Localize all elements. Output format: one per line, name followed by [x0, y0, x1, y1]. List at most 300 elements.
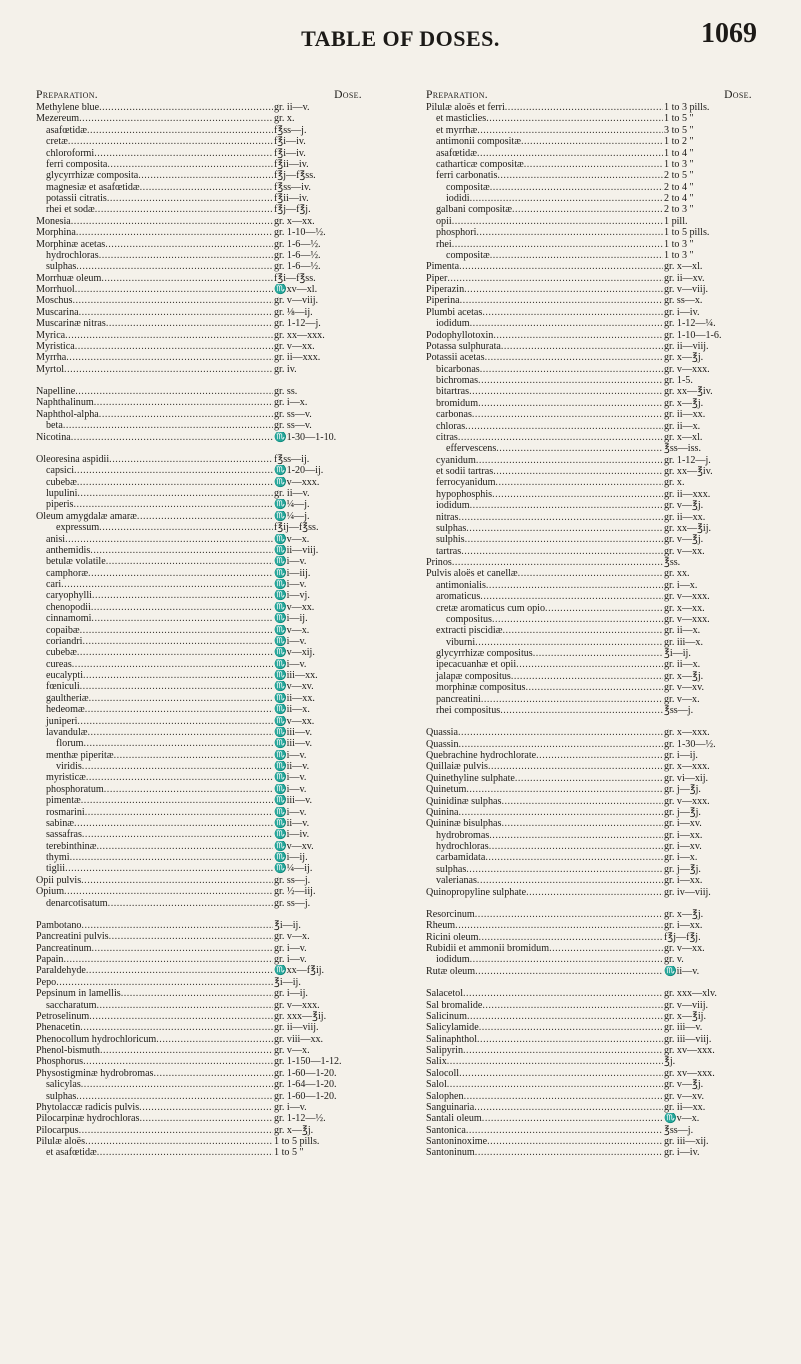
dot-leader	[96, 1000, 273, 1011]
dose-value: gr. v—xxx.	[664, 591, 710, 603]
dose-value: gr. i—x.	[664, 579, 698, 591]
preparation-name: Piper	[426, 272, 448, 284]
dose-row	[426, 170, 756, 181]
preparation-name: thymi	[46, 852, 70, 863]
dose-value: ♏ii—viij.	[274, 544, 319, 556]
dot-leader	[545, 603, 663, 614]
dot-leader	[478, 398, 663, 409]
dot-leader	[82, 829, 273, 840]
dot-leader	[106, 318, 273, 329]
dose-row	[36, 761, 366, 772]
dot-leader	[80, 625, 273, 636]
preparation-name: Salicylamide	[426, 1022, 479, 1034]
preparation-name: Mezereum	[36, 113, 80, 125]
dot-leader	[461, 546, 663, 557]
dot-leader	[459, 261, 663, 272]
dose-row	[426, 352, 756, 363]
dot-leader	[447, 1079, 663, 1090]
preparation-name: tiglii	[46, 863, 66, 875]
dose-value: ♏1-20—ij.	[274, 465, 324, 477]
dose-value: gr. v—viij.	[664, 284, 709, 295]
preparation-name: anthemidis	[46, 544, 91, 556]
dose-row	[426, 159, 756, 170]
dot-leader	[477, 1034, 663, 1045]
dose-value: gr. ii—xv.	[664, 272, 705, 284]
dot-leader	[107, 159, 273, 170]
dose-row	[426, 614, 756, 625]
dot-leader	[66, 352, 273, 363]
dose-value: gr. ii—xxx.	[664, 488, 711, 500]
dose-row	[36, 841, 366, 852]
dot-leader	[482, 1113, 663, 1124]
preparation-name: chloras	[436, 420, 466, 432]
dose-row	[36, 647, 366, 658]
dose-row	[36, 920, 366, 931]
dot-leader	[91, 602, 273, 613]
dot-leader	[467, 1011, 663, 1022]
dose-value: gr. 1-6—½.	[274, 261, 321, 273]
dot-leader	[480, 364, 663, 375]
preparation-name: Moschus	[36, 295, 73, 307]
dot-leader	[459, 1068, 663, 1079]
dose-row	[36, 1056, 366, 1067]
preparation-name: carbonas	[436, 409, 472, 421]
dose-row	[426, 591, 756, 602]
preparation-name: et sodii tartras	[436, 466, 494, 477]
dose-value: ♏v—x.	[664, 1113, 700, 1125]
dose-row	[36, 420, 366, 431]
preparation-name: fœniculi	[46, 681, 80, 693]
preparation-name: Quininæ bisulphas	[426, 818, 502, 830]
dot-leader	[77, 477, 273, 488]
preparation-name: Quebrachine hydrochlorate	[426, 750, 537, 761]
dose-value: gr. x—xxx.	[664, 761, 710, 773]
dose-heading: Dose.	[334, 88, 362, 101]
preparation-name: phosphori	[436, 227, 477, 239]
dose-row	[426, 261, 756, 272]
dose-row	[426, 1102, 756, 1113]
dose-row	[426, 659, 756, 670]
dose-row	[426, 216, 756, 227]
dose-value: gr. x—℥j.	[664, 352, 704, 364]
dot-leader	[536, 750, 663, 761]
dot-leader	[83, 1056, 273, 1067]
dose-value: gr. i—xv.	[664, 841, 702, 852]
preparation-name: denarcotisatum	[46, 897, 108, 909]
group-spacer	[426, 898, 756, 909]
dose-row	[426, 443, 756, 454]
dot-leader	[464, 1091, 663, 1102]
preparation-name: terebinthinæ	[46, 840, 97, 852]
dose-value: ♏ii—x.	[274, 704, 310, 716]
dose-row	[426, 966, 756, 977]
dose-value: ♏ii—v.	[664, 965, 700, 977]
dose-row	[36, 216, 366, 227]
dose-value: gr. viii—xx.	[274, 1033, 324, 1045]
dose-row	[36, 159, 366, 170]
dose-row	[36, 432, 366, 443]
dot-leader	[452, 239, 663, 250]
dot-leader	[458, 432, 663, 443]
dose-row	[426, 761, 756, 772]
dot-leader	[63, 954, 273, 965]
dose-value: ℥j.	[664, 1056, 676, 1068]
dose-row	[36, 511, 366, 522]
dose-row	[36, 1034, 366, 1045]
dose-row	[426, 1079, 756, 1090]
dot-leader	[139, 1102, 273, 1113]
dot-leader	[89, 693, 273, 704]
dose-value: gr. 1-12—¼.	[664, 318, 716, 330]
dot-leader	[452, 557, 663, 568]
dot-leader	[477, 148, 663, 159]
dose-row	[36, 545, 366, 556]
dose-value: ♏ii—v.	[274, 817, 310, 829]
dose-row	[426, 932, 756, 943]
preparation-name: valerianas	[436, 875, 477, 887]
dose-value: ♏v—xij.	[274, 647, 315, 659]
preparation-name: Quassin	[426, 738, 459, 750]
preparation-name: cyanidum	[436, 454, 476, 466]
dose-value: 1 pill.	[664, 215, 688, 227]
dose-value: gr. i—ij.	[274, 988, 308, 1000]
dose-value: 1 to 4 "	[664, 147, 694, 159]
preparation-name: Morphinæ acetas	[36, 238, 106, 250]
dose-row	[426, 193, 756, 204]
dose-row	[426, 125, 756, 136]
dose-value: ♏v—xx.	[274, 601, 315, 613]
dot-leader	[73, 499, 273, 510]
dose-value: gr. v—xxx.	[664, 795, 710, 807]
preparation-name: lavandulæ	[46, 726, 88, 738]
dose-value: gr. iv.	[274, 363, 297, 375]
dot-leader	[455, 920, 663, 931]
dot-leader	[492, 614, 663, 625]
dose-value: ♏v—x.	[274, 533, 310, 545]
dot-leader	[458, 727, 663, 738]
dot-leader	[470, 954, 663, 965]
dot-leader	[68, 136, 273, 147]
dot-leader	[481, 694, 663, 705]
dose-row	[426, 625, 756, 636]
dot-leader	[496, 443, 663, 454]
dose-row	[36, 386, 366, 397]
dose-value: gr. 1-60—1-20.	[274, 1090, 337, 1102]
dose-row	[426, 1125, 756, 1136]
preparation-name: Quillaiæ pulvis	[426, 761, 488, 773]
dose-value: gr. xx—xxx.	[274, 329, 325, 341]
dot-leader	[82, 636, 273, 647]
dot-leader	[74, 818, 273, 829]
dose-value: gr. i—v.	[274, 954, 307, 965]
preparation-name: Piperina	[426, 295, 460, 307]
dot-leader	[488, 761, 663, 772]
preparation-name: Santali oleum	[426, 1113, 482, 1125]
dot-leader	[505, 102, 663, 113]
dose-row	[36, 364, 366, 375]
group-spacer	[36, 909, 366, 920]
dose-row	[426, 943, 756, 954]
preparation-name: viburni	[446, 636, 476, 648]
dose-value: 1 to 3 "	[664, 158, 694, 170]
dose-value: ♏v—xv.	[274, 681, 314, 693]
preparation-name: sabinæ	[46, 817, 75, 829]
dose-value: ♏¼—j.	[274, 499, 310, 511]
dose-value: ♏v—xv.	[274, 840, 314, 852]
preparation-name: cubebæ	[46, 476, 77, 488]
group-spacer	[426, 977, 756, 988]
dot-leader	[82, 761, 273, 772]
dot-leader	[101, 273, 273, 284]
dose-value: gr. i—xx.	[664, 829, 703, 841]
preparation-name: expressum	[56, 522, 100, 534]
dose-value: ℥ss.	[664, 557, 681, 568]
dot-leader	[156, 1034, 273, 1045]
preparation-name: sulphas	[46, 1090, 77, 1102]
dose-row	[426, 500, 756, 511]
dose-row	[36, 716, 366, 727]
dose-row	[36, 295, 366, 306]
dot-leader	[79, 1125, 273, 1136]
dot-leader	[466, 864, 663, 875]
preparation-name: cretæ	[46, 136, 68, 148]
dose-row	[426, 1045, 756, 1056]
dot-leader	[490, 182, 663, 193]
dose-row	[426, 909, 756, 920]
preparation-name: compositæ	[446, 249, 490, 261]
preparation-name: carbamidata	[436, 852, 486, 864]
preparation-name: Pilocarpus	[36, 1124, 79, 1136]
preparation-name: Quinethyline sulphate	[426, 772, 515, 784]
dose-row	[36, 818, 366, 829]
preparation-name: Salicinum	[426, 1010, 467, 1022]
dose-value: ♏iii—v.	[274, 726, 312, 738]
dose-row	[36, 465, 366, 476]
preparation-name: Quinopropyline sulphate	[426, 886, 527, 898]
dot-leader	[452, 216, 663, 227]
dose-value: gr. ii—xxx.	[274, 352, 321, 364]
dot-leader	[99, 250, 273, 261]
dot-leader	[109, 931, 273, 942]
preparation-name: bitartras	[436, 386, 470, 398]
dot-leader	[81, 920, 273, 931]
preparation-name: Resorcinum	[426, 908, 475, 920]
dot-leader	[482, 307, 663, 318]
dose-row	[426, 580, 756, 591]
dose-value: gr. i—iv.	[664, 306, 700, 318]
dose-value: ♏¼—ij.	[274, 863, 313, 875]
dose-value: gr. 1-10—1-6.	[664, 329, 722, 341]
preparation-name: potassii citratis	[46, 193, 107, 204]
dose-value: ℥i—ij.	[274, 919, 301, 931]
dot-leader	[493, 466, 663, 477]
dose-row	[36, 1125, 366, 1136]
dose-value: gr. x—℥j.	[664, 908, 704, 920]
dot-leader	[478, 375, 663, 386]
dose-value: gr. iv—viij.	[664, 886, 711, 898]
preparation-name: glycyrrhizæ composita	[46, 170, 139, 182]
preparation-name: Piperazin	[426, 284, 465, 295]
dose-row	[36, 273, 366, 284]
preparation-name: Muscarinæ nitras	[36, 318, 106, 330]
dot-leader	[77, 647, 273, 658]
dose-value: gr. 1-6—½.	[274, 249, 321, 261]
dose-row	[426, 864, 756, 875]
dot-leader	[501, 818, 663, 829]
dot-leader	[96, 841, 273, 852]
dose-value: gr. ss—j.	[274, 874, 311, 886]
dose-value: gr. 1-5.	[664, 375, 693, 386]
dose-row	[36, 829, 366, 840]
dose-value: gr. iii—v.	[664, 1022, 703, 1034]
dose-value: f℥ss—j.	[274, 124, 307, 136]
dose-value: ♏i—v.	[274, 749, 307, 761]
dot-leader	[475, 637, 663, 648]
preparation-name: cari	[46, 579, 62, 590]
preparation-name: et masticlies	[436, 113, 487, 125]
dose-row	[36, 556, 366, 567]
dose-row	[426, 830, 756, 841]
dose-value: ♏i—iv.	[274, 829, 310, 841]
dose-value: gr. v.	[664, 954, 684, 966]
preparation-name: Myrica	[36, 329, 66, 341]
preparation-name: bichromas	[436, 375, 479, 386]
dose-value: gr. v—x.	[274, 1045, 310, 1056]
dot-leader	[81, 795, 273, 806]
preparation-name: sulphas	[436, 522, 467, 534]
dot-leader	[92, 590, 273, 601]
dose-row	[426, 1068, 756, 1079]
dose-value: f℥ii—iv.	[274, 158, 309, 170]
dose-row	[36, 522, 366, 533]
dose-value: ♏i—v.	[274, 772, 307, 784]
dose-row	[36, 239, 366, 250]
dot-leader	[99, 102, 273, 113]
dose-row	[36, 250, 366, 261]
preparation-name: copaibæ	[46, 624, 80, 636]
dot-leader	[475, 1147, 663, 1158]
preparation-name: Plumbi acetas	[426, 306, 483, 318]
preparation-name: iodidum	[436, 318, 470, 330]
dose-row	[426, 671, 756, 682]
dose-row	[426, 250, 756, 261]
dose-value: ♏ii—v.	[274, 761, 310, 772]
preparation-name: betulæ volatile	[46, 556, 106, 568]
dose-row	[426, 920, 756, 931]
dose-row	[426, 409, 756, 420]
dose-row	[36, 795, 366, 806]
dot-leader	[75, 386, 273, 397]
dot-leader	[86, 772, 273, 783]
dose-value: gr. i—x.	[664, 852, 698, 864]
dose-row	[36, 898, 366, 909]
dose-value: ♏iii—v.	[274, 795, 312, 807]
dose-value: ♏i—v.	[274, 658, 307, 670]
dot-leader	[482, 1000, 663, 1011]
dot-leader	[83, 670, 273, 681]
dose-value: gr. x—℥j.	[274, 1124, 314, 1136]
preparation-name: ipecacuanhæ et opii	[436, 659, 517, 671]
dose-value: gr. i—xx.	[664, 875, 703, 887]
preparation-name: et myrrhæ	[436, 124, 478, 136]
dose-value: 2 to 5 "	[664, 170, 694, 182]
dose-row	[426, 330, 756, 341]
dose-value: ♏iii—v.	[274, 738, 312, 750]
dose-value: ♏i—v.	[274, 806, 307, 818]
dot-leader	[511, 671, 663, 682]
dose-value: 1 to 3 "	[664, 238, 694, 250]
dose-row	[426, 557, 756, 568]
dot-leader	[476, 227, 663, 238]
dose-row	[36, 738, 366, 749]
dot-leader	[140, 182, 273, 193]
dose-value: gr. v—x.	[664, 693, 700, 705]
preparation-name: Phosphorus	[36, 1056, 84, 1068]
preparation-name: Morphina	[36, 227, 76, 239]
dose-value: gr. 1-60—1-20.	[274, 1067, 337, 1079]
preparation-name: Salinaphthol	[426, 1033, 478, 1045]
dose-row	[426, 136, 756, 147]
preparation-name: pancreatini	[436, 693, 481, 705]
dot-leader	[105, 239, 273, 250]
dose-row	[36, 1102, 366, 1113]
dose-value: gr. iii—viij.	[664, 1033, 712, 1045]
dose-row	[36, 807, 366, 818]
dose-row	[426, 1056, 756, 1067]
preparation-name: Pilulæ aloës	[36, 1136, 86, 1147]
preparation-name: Santonica	[426, 1124, 466, 1136]
dose-row	[426, 523, 756, 534]
dose-row	[36, 341, 366, 352]
dot-leader	[518, 568, 663, 579]
preparation-name: Ricini oleum	[426, 931, 479, 943]
dose-row	[426, 398, 756, 409]
dose-value: gr. v—xx.	[664, 943, 705, 954]
preparation-name: Physostigminæ hydrobromas	[36, 1067, 154, 1079]
preparation-name: Monesia	[36, 215, 71, 227]
dose-value: f℥j—f℥j.	[274, 204, 311, 216]
dose-row	[426, 852, 756, 863]
preparation-name: lupulini	[46, 488, 78, 499]
preparation-name: cretæ aromaticus cum opio	[436, 602, 546, 614]
preparation-name: saccharatum	[46, 999, 97, 1011]
dot-leader	[90, 545, 273, 556]
dose-row	[36, 988, 366, 999]
dot-leader	[76, 1091, 273, 1102]
dose-row	[426, 295, 756, 306]
dose-row	[426, 648, 756, 659]
dot-leader	[486, 580, 663, 591]
dose-row	[426, 284, 756, 295]
dot-leader	[85, 1136, 273, 1147]
preparation-name: Salipyrin	[426, 1045, 464, 1056]
page-header	[0, 12, 801, 52]
dot-leader	[72, 295, 273, 306]
dose-value: gr. xxx—xlv.	[664, 988, 717, 1000]
dot-leader	[65, 863, 273, 874]
dose-value: gr. v—xxx.	[274, 999, 320, 1011]
dose-row	[426, 375, 756, 386]
dose-value: gr. 1-150—1-12.	[274, 1056, 342, 1068]
dot-leader	[114, 750, 273, 761]
preparation-name: Pilulæ aloës et ferri	[426, 102, 505, 113]
dose-row	[36, 568, 366, 579]
page-title: TABLE OF DOSES.	[301, 26, 500, 51]
dot-leader	[470, 500, 663, 511]
dose-value: gr. x—℥j.	[664, 397, 704, 409]
dose-row	[426, 341, 756, 352]
preparation-name: piperis	[46, 499, 74, 511]
